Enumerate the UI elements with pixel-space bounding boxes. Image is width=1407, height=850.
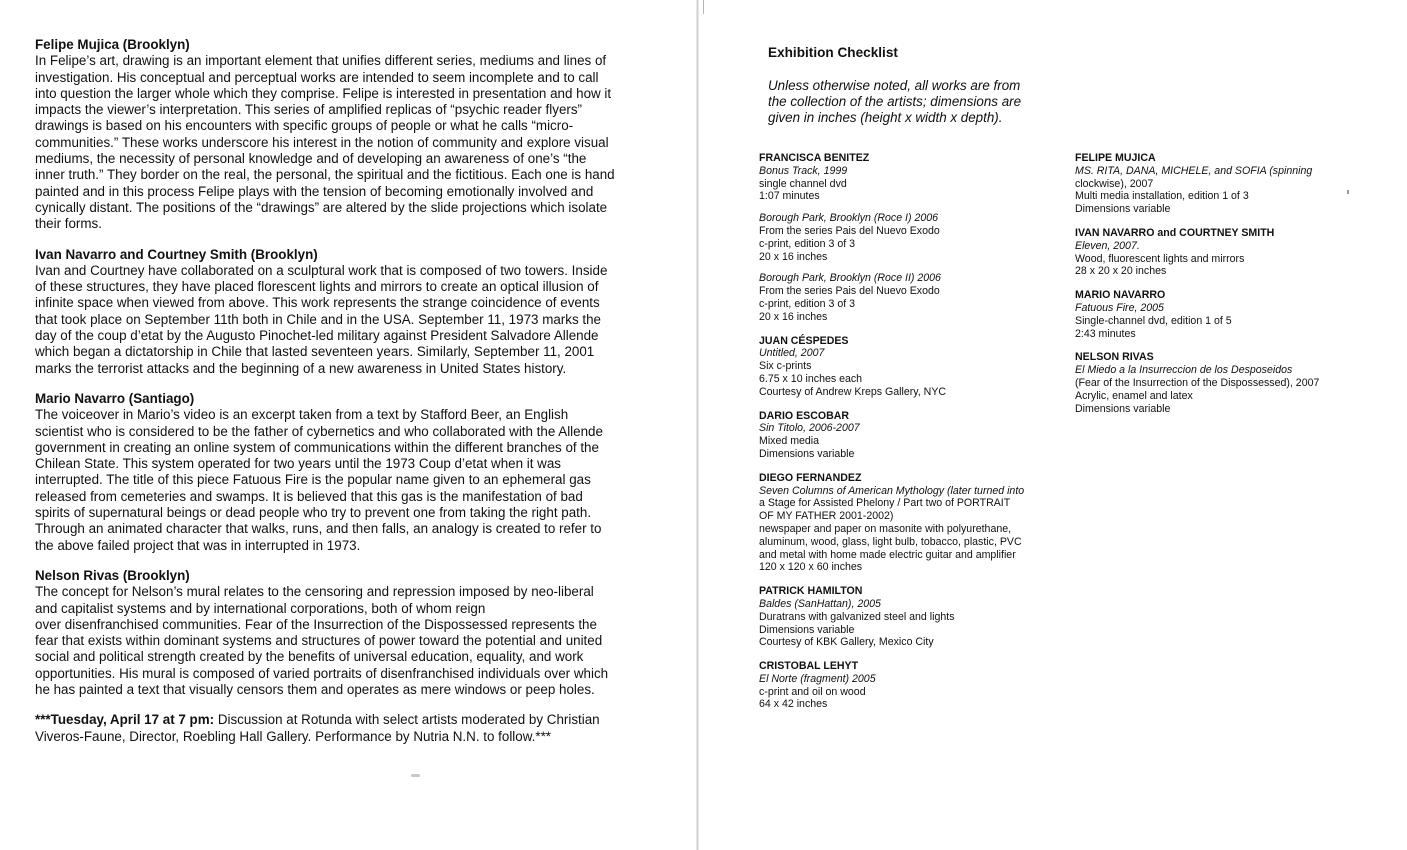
artwork-detail: Dimensions variable <box>1075 402 1171 415</box>
essay-title: Mario Navarro (Santiago) <box>35 390 195 406</box>
artist-name: JUAN CÉSPEDES <box>759 334 849 347</box>
artwork-detail: (Fear of the Insurrection of the Dispossessed), 2007 <box>1075 376 1320 389</box>
checklist-artist <box>759 335 1059 399</box>
essay-line: government in creating an online system of communications within the different branches of the <box>35 439 599 455</box>
artist-name: FELIPE MUJICA <box>1075 152 1156 164</box>
artwork-detail: a Stage for Assisted Phelony / Part two of PORTRAIT <box>759 497 1011 510</box>
essay-line: drawings is based on his encounters with specific groups of people or what he calls “micro- <box>35 118 574 134</box>
checklist-artist <box>759 660 1059 711</box>
event-date: ***Tuesday, April 17 at 7 pm: <box>35 712 215 728</box>
artist-name: MARIO NAVARRO <box>1075 289 1166 302</box>
artwork-detail: clockwise), 2007 <box>1075 177 1154 190</box>
checklist-artist <box>759 585 1059 649</box>
essay-line: inner truth.” They border on the real, the personal, the spiritual and the fictitious. Each one is hand <box>35 167 615 183</box>
essay-line: The concept for Nelson’s mural relates to the censoring and repression imposed by neo-liberal <box>35 584 594 600</box>
essay-line: their forms. <box>35 216 102 232</box>
artist-name: DARIO ESCOBAR <box>759 409 850 422</box>
event-description: Discussion at Rotunda with select artists moderated by Christian <box>214 712 600 728</box>
artwork-detail: 64 x 42 inches <box>759 698 828 711</box>
artwork-detail: Six c-prints <box>759 360 812 373</box>
essay-body <box>35 407 647 554</box>
artwork-detail: Single-channel dvd, edition 1 of 5 <box>1075 314 1232 327</box>
checklist-artist <box>1075 289 1375 340</box>
essay-line: the above failed project that was in interrupted in 1973. <box>35 537 361 553</box>
essay-line: social and political strength created by the benefits of universal education, equality, and work <box>35 649 584 665</box>
checklist-artist <box>1075 351 1375 415</box>
artwork-title: Fatuous Fire, 2005 <box>1075 301 1164 314</box>
artwork-title: El Norte (fragment) 2005 <box>759 672 876 685</box>
artwork-entry <box>759 347 1059 398</box>
essay-title: Felipe Mujica (Brooklyn) <box>35 37 190 52</box>
essay-title: Nelson Rivas (Brooklyn) <box>35 567 190 583</box>
essay-line: In Felipe’s art, drawing is an important element that unifies different series, mediums and lines of <box>35 53 607 69</box>
artwork-detail: 2:43 minutes <box>1075 327 1136 340</box>
essay-line: Chilean State. This system operated for two years until the 1973 Coup d’etat when it was <box>35 456 561 472</box>
essay-line: cynically distant. The positions of the “drawings” are altered by the slide projections which isolate <box>35 199 608 215</box>
essay-body <box>35 53 647 232</box>
checklist-artist <box>759 472 1059 574</box>
fold-mark <box>703 0 704 14</box>
essay-line: spirits of supernatural beings or dead people who try to prevent one from taking the right path. <box>35 505 592 521</box>
artwork-detail: Duratrans with galvanized steel and lights <box>759 610 955 623</box>
essay-line: into question the larger whole which they comprise. Felipe is interested in presentation and how it <box>35 85 612 101</box>
artwork-detail: c-print, edition 3 of 3 <box>759 237 855 250</box>
essay-line: Through an animated character that walks, runs, and then falls, an analogy is created to refer to <box>35 521 602 537</box>
artwork-title: MS. RITA, DANA, MICHELE, and SOFIA (spinning <box>1075 164 1313 177</box>
artwork-detail: Courtesy of KBK Gallery, Mexico City <box>759 636 934 649</box>
artwork-entry <box>759 673 1059 711</box>
checklist-title: Exhibition Checklist <box>768 45 898 60</box>
essay-body <box>35 584 647 698</box>
artist-name: CRISTOBAL LEHYT <box>759 660 859 673</box>
essay-line: and capitalist systems and by international corporations, both of whom reign <box>35 600 486 616</box>
essay-line: which began a dictatorship in Chile that lasted seventeen years. Similarly, September 11, 2001 <box>35 344 595 360</box>
artist-name: IVAN NAVARRO and COURTNEY SMITH <box>1075 226 1275 239</box>
artist-name: DIEGO FERNANDEZ <box>759 471 862 484</box>
essay-line: mediums, the necessity of personal knowledge and of developing an awareness of one’s “the <box>35 151 587 167</box>
artwork-entry <box>1075 364 1375 415</box>
intro-line: Unless otherwise noted, all works are from <box>768 78 1021 93</box>
essay-line: that took place on September 11th both in Chile and in the USA. September 11, 1973 marks the <box>35 311 601 327</box>
artwork-detail: 6.75 x 10 inches each <box>759 372 863 385</box>
artwork-detail: aluminum, wood, glass, light bulb, tobacco, plastic, PVC <box>759 535 1022 548</box>
artwork-detail: From the series Pais del Nuevo Exodo <box>759 224 940 237</box>
essay-mario-navarro <box>35 391 647 554</box>
artwork-detail: Courtesy of Andrew Kreps Gallery, NYC <box>759 385 947 398</box>
artwork-detail: Dimensions variable <box>759 447 855 460</box>
artwork-detail: single channel dvd <box>759 177 847 190</box>
artwork-entry <box>1075 240 1375 278</box>
artwork-detail: OF MY FATHER 2001-2002) <box>759 510 894 523</box>
artwork-entry <box>759 485 1059 575</box>
artwork-entry <box>1075 302 1375 340</box>
essay-body <box>35 263 647 377</box>
scan-smudge <box>411 774 420 777</box>
essay-ivan-navarro-courtney-smith <box>35 247 647 377</box>
checklist-intro <box>768 78 1068 127</box>
artwork-title: El Miedo a la Insurreccion de los Desposeidos <box>1075 364 1293 377</box>
essay-line: fear that exists within dominant systems and structures of power toward the potential and united <box>35 633 603 649</box>
artwork-title: Borough Park, Brooklyn (Roce I) 2006 <box>759 212 939 225</box>
essay-line: over disenfranchised communities. Fear of the Insurrection of the Dispossessed represents the <box>35 616 597 632</box>
artwork-detail: Acrylic, enamel and latex <box>1075 389 1193 402</box>
artwork-entry <box>759 165 1059 203</box>
essay-line: infinite space when viewed from above. This work represents the strange coincidence of events <box>35 295 600 311</box>
artwork-title: Seven Columns of American Mythology (later turned into <box>759 484 1025 497</box>
checklist-artist <box>1075 227 1375 278</box>
artist-name: PATRICK HAMILTON <box>759 585 863 598</box>
artwork-detail: Dimensions variable <box>1075 203 1171 216</box>
checklist-artist <box>1075 152 1375 216</box>
artwork-title: Untitled, 2007 <box>759 347 825 360</box>
artwork-detail: 1:07 minutes <box>759 190 820 203</box>
artist-essays <box>35 37 647 745</box>
artwork-title: Sin Titolo, 2006-2007 <box>759 422 860 435</box>
essay-line: investigation. His conceptual and perceptual works are intended to seem incomplete and to call <box>35 69 599 85</box>
artwork-detail: Wood, fluorescent lights and mirrors <box>1075 252 1245 265</box>
artwork-detail: Dimensions variable <box>759 623 855 636</box>
artwork-detail: c-print, edition 3 of 3 <box>759 297 855 310</box>
essay-line: scientist who is considered to be the father of cybernetics and who collaborated with the Allende <box>35 423 603 439</box>
artist-name: NELSON RIVAS <box>1075 351 1154 364</box>
artwork-entry <box>759 272 1059 323</box>
artwork-detail: Multi media installation, edition 1 of 3 <box>1075 190 1249 203</box>
scan-mark <box>1347 190 1349 194</box>
artwork-entry <box>1075 165 1375 216</box>
artist-name: FRANCISCA BENITEZ <box>759 152 870 164</box>
artwork-detail: 120 x 120 x 60 inches <box>759 561 863 574</box>
essay-title: Ivan Navarro and Courtney Smith (Brooklyn) <box>35 246 318 262</box>
essay-line: interrupted. The title of this piece Fatuous Fire is the popular name given to an ephemeral gas <box>35 472 591 488</box>
essay-line: opportunities. His mural is composed of varied portraits of disenfranchised individuals over which <box>35 665 609 681</box>
artwork-entry <box>759 422 1059 460</box>
artwork-detail: newspaper and paper on masonite with polyurethane, <box>759 522 1012 535</box>
checklist-column-1 <box>759 152 1059 722</box>
essay-felipe-mujica <box>35 37 647 233</box>
artwork-entry <box>759 212 1059 263</box>
artwork-entry <box>759 598 1059 649</box>
essay-line: Ivan and Courtney have collaborated on a sculptural work that is composed of two towers. Inside <box>35 262 608 278</box>
artwork-title: Bonus Track, 1999 <box>759 164 848 177</box>
checklist-artist <box>759 152 1059 324</box>
artwork-detail: c-print and oil on wood <box>759 685 866 698</box>
essay-line: of these structures, they have placed florescent lights and mirrors to create an optical illusion of <box>35 279 599 295</box>
essay-line: communities.” These works underscore his interest in the notion of community and explore visual <box>35 134 609 150</box>
essay-line: released from cemeteries and swamps. It is believed that this gas is the manifestation of bad <box>35 488 583 504</box>
page-fold <box>696 0 699 850</box>
event-note <box>35 712 647 745</box>
checklist-column-2 <box>1075 152 1375 426</box>
event-note-line <box>35 712 647 728</box>
artwork-detail: 28 x 20 x 20 inches <box>1075 265 1167 278</box>
intro-line: the collection of the artists; dimensions are <box>768 94 1022 110</box>
essay-line: painted and in this process Felipe plays with the tension of becoming emotionally involved and <box>35 183 594 199</box>
artwork-title: Borough Park, Brooklyn (Roce II) 2006 <box>759 272 941 285</box>
essay-line: day of the coup d’etat by the Augusto Pinochet-led military against President Salvadore Allende <box>35 328 599 344</box>
essay-line: The voiceover in Mario’s video is an excerpt taken from a text by Stafford Beer, an English <box>35 407 569 423</box>
essay-nelson-rivas <box>35 568 647 698</box>
artwork-detail: 20 x 16 inches <box>759 310 828 323</box>
artwork-detail: 20 x 16 inches <box>759 250 828 263</box>
event-note-line: Viveros-Faune, Director, Roebling Hall Gallery. Performance by Nutria N.N. to follow.*** <box>35 728 551 744</box>
essay-line: impacts the viewer’s interpretation. This series of amplified replicas of “psychic reader flyers” <box>35 102 583 118</box>
essay-line: he has painted a text that visually censors them and operates as mere windows or peep holes. <box>35 681 595 697</box>
artwork-detail: and metal with home made electric guitar and amplifier <box>759 548 1016 561</box>
intro-line: given in inches (height x width x depth). <box>768 110 1003 126</box>
artwork-title: Baldes (SanHattan), 2005 <box>759 597 881 610</box>
artwork-title: Eleven, 2007. <box>1075 239 1140 252</box>
checklist-artist <box>759 410 1059 461</box>
artwork-detail: Mixed media <box>759 435 820 448</box>
artwork-detail: From the series Pais del Nuevo Exodo <box>759 285 940 298</box>
essay-line: marks the terrorist attacks and the beginning of a new awareness in United States history. <box>35 360 567 376</box>
